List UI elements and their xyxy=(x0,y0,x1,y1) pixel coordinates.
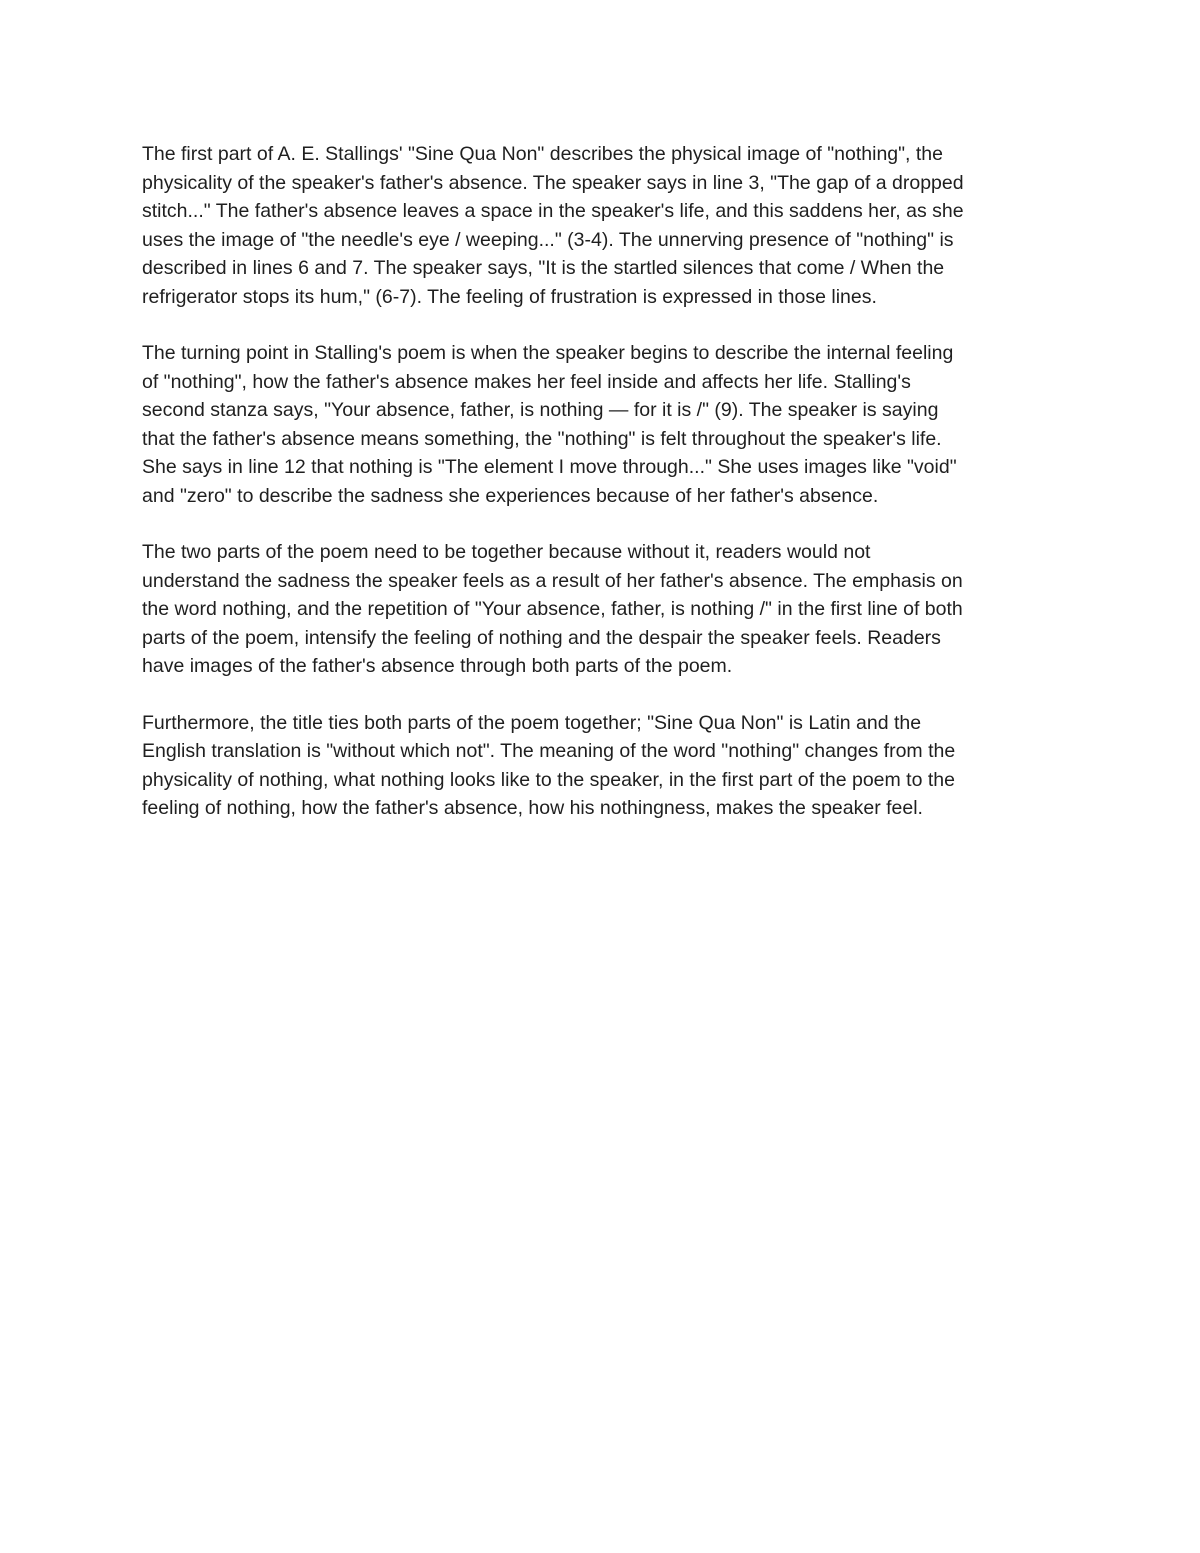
document-body xyxy=(142,140,1072,851)
paragraph-line: physicality of the speaker's father's absence. The speaker says in line 3, "The gap of a dropped xyxy=(142,171,964,194)
paragraph-line: She says in line 12 that nothing is "The element I move through..." She uses images like "void" xyxy=(142,456,957,478)
paragraph-line: and "zero" to describe the sadness she experiences because of her father's absence. xyxy=(142,484,879,507)
paragraph-line: English translation is "without which not". The meaning of the word "nothing" changes from the xyxy=(142,740,956,762)
paragraph-1 xyxy=(142,140,1072,311)
paragraph-2 xyxy=(142,339,1072,510)
paragraph-3 xyxy=(142,538,1072,681)
paragraph-line: the word nothing, and the repetition of "Your absence, father, is nothing /" in the first line of both xyxy=(142,598,963,620)
paragraph-line: The turning point in Stalling's poem is when the speaker begins to describe the internal feeling xyxy=(142,342,954,364)
paragraph-line: feeling of nothing, how the father's absence, how his nothingness, makes the speaker feel. xyxy=(142,797,923,819)
paragraph-line: refrigerator stops its hum," (6-7). The feeling of frustration is expressed in those lines. xyxy=(142,285,877,308)
paragraph-line: The first part of A. E. Stallings' "Sine Qua Non" describes the physical image of "nothing", the xyxy=(142,143,943,165)
paragraph-line: physicality of nothing, what nothing looks like to the speaker, in the first part of the poem to the xyxy=(142,768,955,791)
paragraph-line: second stanza says, "Your absence, father, is nothing — for it is /" (9). The speaker is saying xyxy=(142,399,939,421)
paragraph-4 xyxy=(142,709,1072,823)
paragraph-line: parts of the poem, intensify the feeling of nothing and the despair the speaker feels. Readers xyxy=(142,626,941,649)
paragraph-line: Furthermore, the title ties both parts of the poem together; "Sine Qua Non" is Latin and the xyxy=(142,711,922,734)
paragraph-line: stitch..." The father's absence leaves a space in the speaker's life, and this saddens her, as she xyxy=(142,200,964,222)
paragraph-line: The two parts of the poem need to be together because without it, readers would not xyxy=(142,541,871,563)
paragraph-line: of "nothing", how the father's absence makes her feel inside and affects her life. Stalling's xyxy=(142,370,911,393)
paragraph-line: that the father's absence means something, the "nothing" is felt throughout the speaker's life. xyxy=(142,427,942,450)
paragraph-line: understand the sadness the speaker feels as a result of her father's absence. The emphasis on xyxy=(142,569,963,592)
paragraph-line: have images of the father's absence through both parts of the poem. xyxy=(142,655,733,677)
paragraph-line: described in lines 6 and 7. The speaker says, "It is the startled silences that come / When the xyxy=(142,257,945,279)
paragraph-line: uses the image of "the needle's eye / weeping..." (3-4). The unnerving presence of "nothing" is xyxy=(142,228,954,251)
